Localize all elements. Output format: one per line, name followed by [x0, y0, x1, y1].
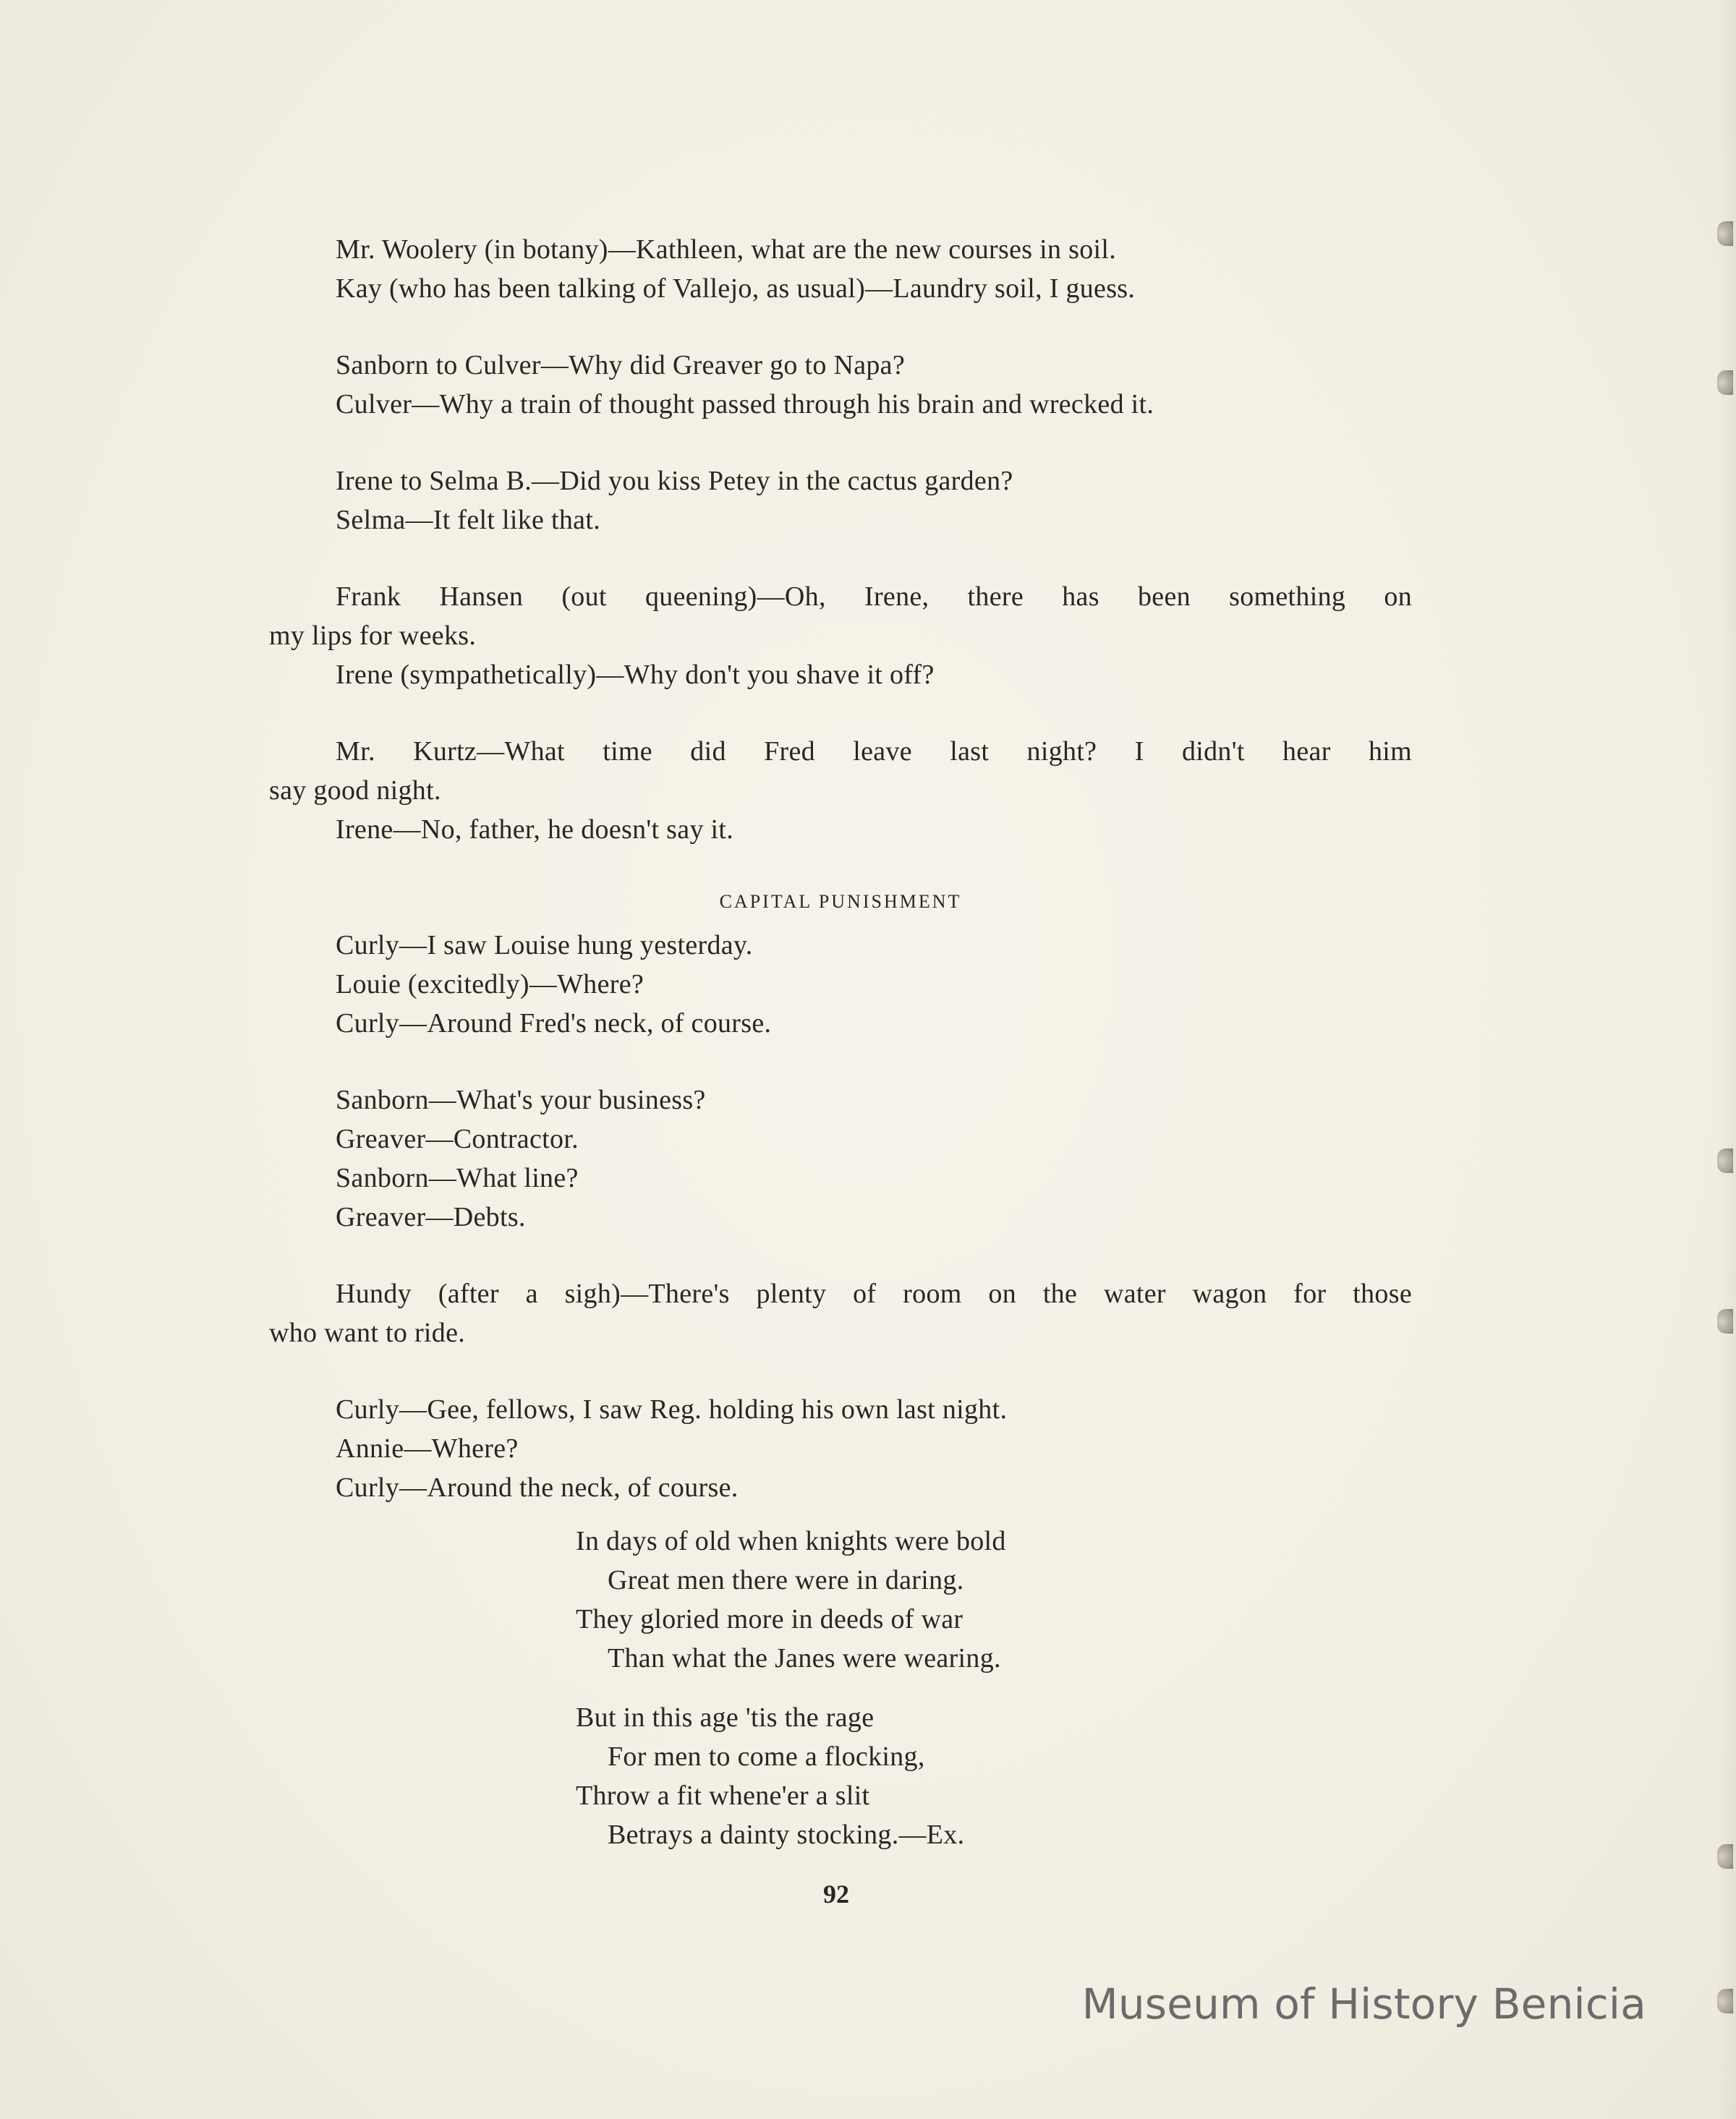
poem-line: But in this age 'tis the rage: [576, 1702, 875, 1733]
joke-line: Curly—Around Fred's neck, of course.: [336, 1008, 772, 1039]
joke-line: Hundy (after a sigh)—There's plenty of room on the water wagon for those: [336, 1279, 1412, 1309]
joke-line: Mr. Kurtz—What time did Fred leave last night? I didn't hear him: [336, 736, 1412, 767]
poem-line: They gloried more in deeds of war: [576, 1604, 963, 1634]
joke-line: Sanborn to Culver—Why did Greaver go to Napa?: [336, 350, 906, 380]
joke-hundy: [269, 1274, 1412, 1352]
joke-line: Greaver—Debts.: [336, 1202, 526, 1232]
joke-mr-kurtz: [269, 732, 1412, 849]
page-number: 92: [823, 1880, 849, 1909]
binding-hole-2: [1717, 370, 1733, 395]
poem: [576, 1522, 1006, 1875]
joke-line: Curly—I saw Louise hung yesterday.: [336, 930, 753, 960]
poem-stanza-2: [576, 1698, 1006, 1854]
joke-sanborn-greaver: [269, 1080, 1412, 1237]
binding-hole-4: [1717, 1309, 1733, 1334]
joke-line: Greaver—Contractor.: [336, 1124, 579, 1154]
joke-line: Kay (who has been talking of Vallejo, as usual)—Laundry soil, I guess.: [336, 273, 1136, 304]
poem-line: Than what the Janes were wearing.: [608, 1643, 1001, 1674]
joke-line: Culver—Why a train of thought passed through his brain and wrecked it.: [336, 389, 1154, 419]
joke-line: Selma—It felt like that.: [336, 505, 600, 535]
poem-line: Throw a fit whene'er a slit: [576, 1781, 870, 1811]
joke-line: Frank Hansen (out queening)—Oh, Irene, there has been something on: [336, 581, 1412, 612]
poem-line: Betrays a dainty stocking.—Ex.: [608, 1820, 965, 1850]
page-edge-shadow: [1717, 0, 1736, 2119]
poem-line: Great men there were in daring.: [608, 1565, 964, 1595]
poem-line: For men to come a flocking,: [608, 1741, 925, 1772]
joke-line: Sanborn—What line?: [336, 1163, 579, 1193]
joke-line: my lips for weeks.: [269, 621, 477, 651]
joke-sanborn-culver: [269, 346, 1412, 424]
binding-hole-5: [1717, 1844, 1733, 1869]
joke-line: Irene to Selma B.—Did you kiss Petey in the cactus garden?: [336, 466, 1013, 496]
joke-line: who want to ride.: [269, 1318, 466, 1348]
joke-line: Irene—No, father, he doesn't say it.: [336, 814, 734, 845]
poem-stanza-1: [576, 1522, 1006, 1678]
joke-frank-hansen: [269, 577, 1412, 694]
joke-line: Curly—Gee, fellows, I saw Reg. holding his own last night.: [336, 1394, 1008, 1425]
joke-line: Mr. Woolery (in botany)—Kathleen, what are the new courses in soil.: [336, 234, 1117, 265]
text-block: [269, 230, 1412, 1545]
joke-irene-selma: [269, 461, 1412, 540]
joke-woolery: [269, 230, 1412, 308]
joke-line: Irene (sympathetically)—Why don't you shave it off?: [336, 660, 935, 690]
binding-hole-3: [1717, 1148, 1733, 1173]
joke-line: Louie (excitedly)—Where?: [336, 969, 644, 999]
joke-line: say good night.: [269, 775, 441, 806]
joke-line: Curly—Around the neck, of course.: [336, 1472, 739, 1503]
watermark: Museum of History Benicia: [1081, 1979, 1646, 2029]
section-heading: CAPITAL PUNISHMENT: [719, 891, 962, 912]
joke-curly-louise: [269, 926, 1412, 1043]
joke-line: Annie—Where?: [336, 1433, 519, 1464]
joke-line: Sanborn—What's your business?: [336, 1085, 706, 1115]
poem-line: In days of old when knights were bold: [576, 1526, 1006, 1556]
binding-hole-6: [1717, 1989, 1733, 2013]
joke-curly-reg: [269, 1390, 1412, 1507]
binding-hole-1: [1717, 221, 1733, 246]
